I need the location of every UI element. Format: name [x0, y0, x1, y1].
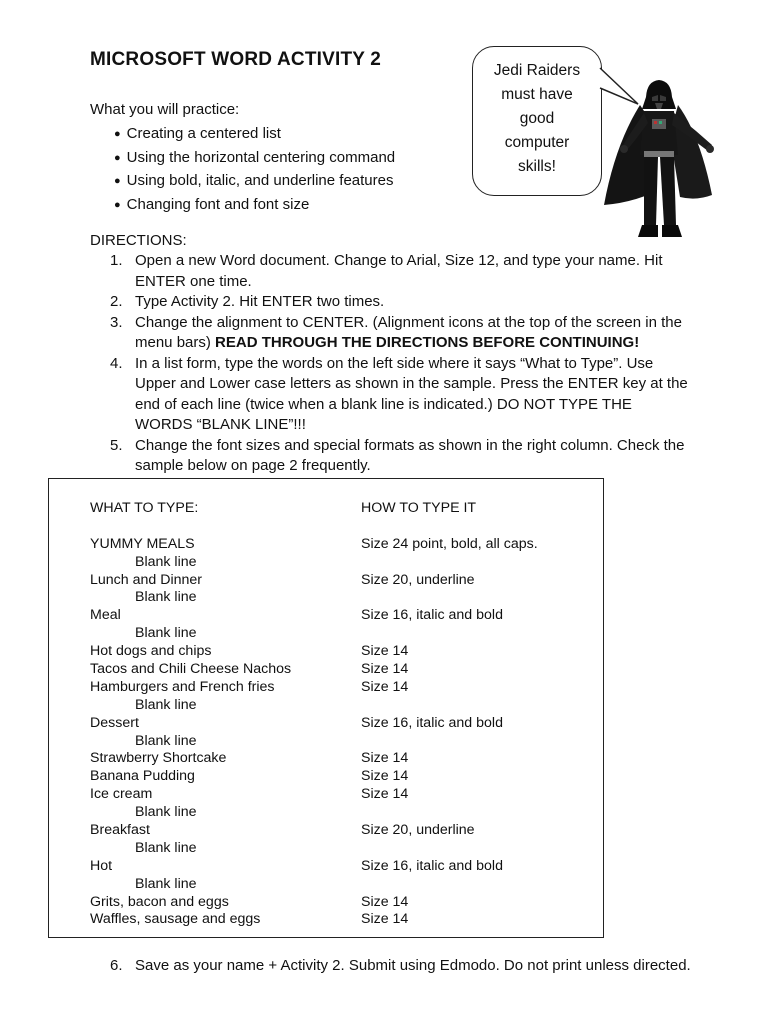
step-text: Change the font sizes and special formats as shown in the right column. Check the sample below on page 2 frequently. [135, 436, 685, 474]
practice-item: ● Using bold, italic, and underline features [114, 170, 395, 194]
direction-step [110, 436, 690, 477]
step-number: 5. [110, 436, 123, 454]
what-to-type-cell: Blank line [135, 732, 197, 749]
column-header-what: WHAT TO TYPE: [90, 500, 199, 516]
step-number: 6. [110, 957, 123, 974]
column-header-how: HOW TO TYPE IT [361, 500, 477, 516]
how-to-type-cell: Size 20, underline [361, 822, 475, 839]
direction-step [110, 292, 690, 313]
step-text: Save as your name + Activity 2. Submit using Edmodo. Do not print unless directed. [135, 957, 691, 974]
step-text: Open a new Word document. Change to Arial, Size 12, and type your name. Hit ENTER one time. [135, 252, 663, 290]
what-to-type-table [48, 478, 604, 938]
step-emphasis: READ THROUGH THE DIRECTIONS BEFORE CONTINUING! [215, 334, 640, 351]
how-to-type-cell: Size 14 [361, 893, 409, 910]
what-to-type-cell: Tacos and Chili Cheese Nachos [90, 661, 292, 678]
how-to-type-cell: Size 14 [361, 643, 409, 660]
practice-item: ● Changing font and font size [114, 194, 395, 218]
what-to-type-cell: Blank line [135, 875, 197, 892]
what-to-type-cell: Hot [90, 857, 113, 874]
step-number: 1. [110, 252, 123, 269]
practice-item: ● Creating a centered list [114, 123, 395, 147]
how-to-type-cell: Size 14 [361, 786, 409, 803]
directions-label: DIRECTIONS: [90, 232, 187, 249]
what-to-type-cell: Banana Pudding [90, 768, 195, 785]
direction-step [110, 354, 690, 436]
how-to-type-cell: Size 14 [361, 768, 409, 785]
what-to-type-cell: Waffles, sausage and eggs [90, 911, 261, 928]
what-to-type-cell: Hot dogs and chips [90, 643, 212, 660]
page-title: MICROSOFT WORD ACTIVITY 2 [90, 49, 382, 70]
what-to-type-cell: Strawberry Shortcake [90, 750, 227, 767]
how-to-type-cell: Size 16, italic and bold [361, 607, 503, 624]
how-to-type-cell: Size 24 point, bold, all caps. [361, 535, 538, 552]
step-text: In a list form, type the words on the left side where it says “What to Type”. Use Upper and Lower case letters as shown in the sample. Press the ENTER key at the end of each line (twice when a blank line is indicated.) DO NOT TYPE THE WORDS “BLANK LINE”!!! [135, 354, 688, 433]
step-number: 3. [110, 313, 123, 331]
directions-steps [110, 251, 690, 477]
speech-bubble-text: Jedi Raiders must have good computer skills! [493, 62, 581, 175]
what-to-type-cell: YUMMY MEALS [90, 535, 195, 552]
what-to-type-cell: Blank line [135, 839, 197, 856]
how-to-type-cell: Size 20, underline [361, 571, 475, 588]
how-to-type-cell: Size 14 [361, 911, 409, 928]
how-to-type-cell: Size 14 [361, 750, 409, 767]
how-to-type-cell: Size 16, italic and bold [361, 857, 503, 874]
what-to-type-cell: Blank line [135, 804, 197, 821]
what-to-type-cell: Blank line [135, 589, 197, 606]
what-to-type-cell: Grits, bacon and eggs [90, 893, 229, 910]
final-step [110, 957, 691, 974]
what-to-type-cell: Breakfast [90, 822, 150, 839]
what-to-type-cell: Ice cream [90, 786, 153, 803]
step-number: 4. [110, 354, 123, 372]
step-text: Change the alignment to CENTER. (Alignment icons at the top of the screen in the menu bars) [135, 313, 682, 351]
darth-vader-figure-icon [600, 75, 718, 243]
how-to-type-cell: Size 16, italic and bold [361, 714, 503, 731]
what-to-type-cell: Hamburgers and French fries [90, 678, 275, 695]
speech-bubble [472, 46, 602, 196]
step-text: Type Activity 2. Hit ENTER two times. [135, 293, 385, 310]
how-to-type-cell: Size 14 [361, 678, 409, 695]
how-to-type-cell: Size 14 [361, 661, 409, 678]
what-to-type-cell: Meal [90, 607, 121, 624]
direction-step [110, 251, 690, 292]
practice-list [114, 123, 395, 217]
what-to-type-cell: Lunch and Dinner [90, 571, 203, 588]
what-to-type-cell: Dessert [90, 714, 139, 731]
what-to-type-cell: Blank line [135, 625, 197, 642]
what-to-type-cell: Blank line [135, 553, 197, 570]
practice-item: ● Using the horizontal centering command [114, 147, 395, 171]
step-number: 2. [110, 293, 123, 310]
practice-label: What you will practice: [90, 101, 240, 118]
what-to-type-cell: Blank line [135, 696, 197, 713]
direction-step [110, 313, 690, 354]
